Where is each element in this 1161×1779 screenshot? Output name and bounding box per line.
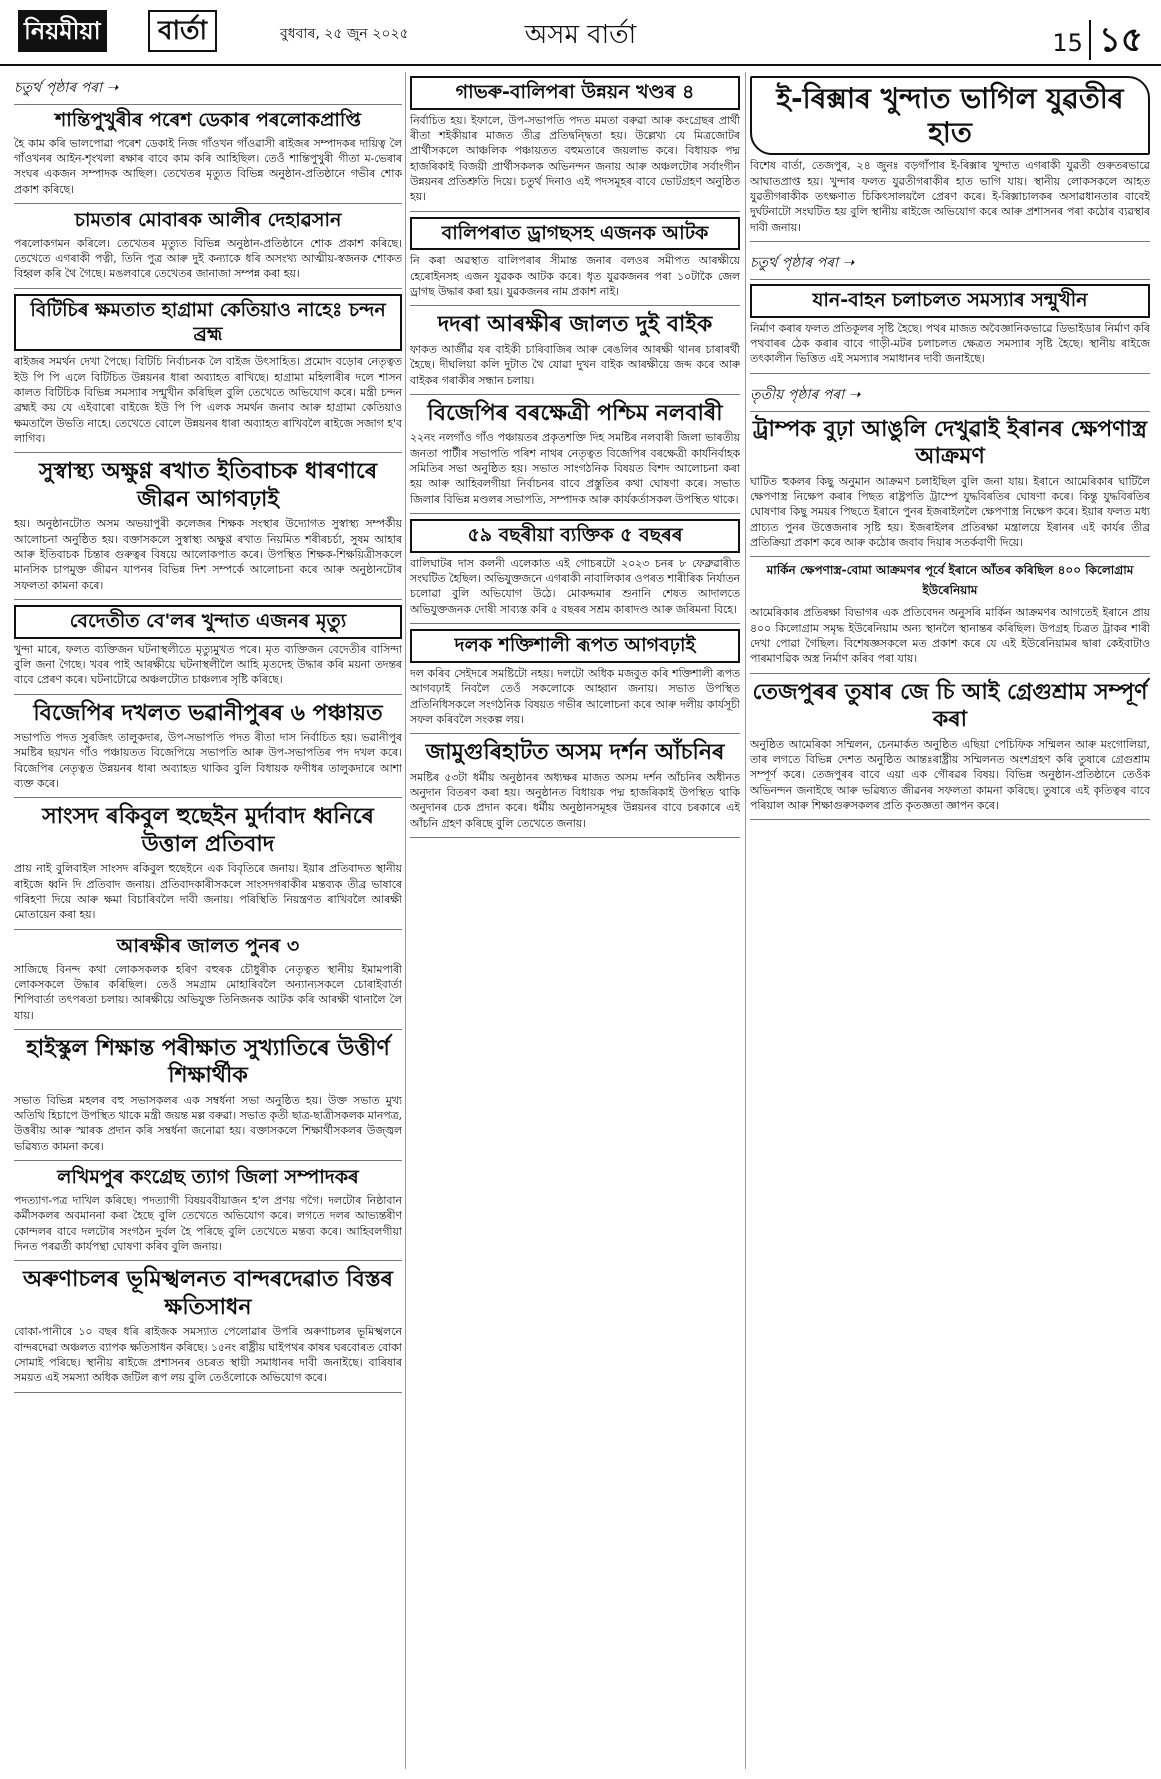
article-body: নি কৰা অৱস্থাত বালিপৰাৰ সীমান্ত জনাৰ বলওৰ সমীপত আৰক্ষীয়ে হেৰোইনসহ এজন যুৱকক আটক কৰে। ধৃত যুৱকজনৰ পৰা ১০টাকৈ জেল ড্ৰাগছ উদ্ধাৰ কৰা হয়। যুৱকজনৰ নাম প্ৰকাশ নাই। xyxy=(410,254,740,299)
logo-right: বাৰ্তা xyxy=(148,10,217,52)
article-separator xyxy=(750,373,1150,374)
news-article xyxy=(14,109,402,204)
news-article xyxy=(14,803,402,929)
article-separator xyxy=(750,819,1150,820)
article-separator xyxy=(410,513,740,514)
news-article xyxy=(410,217,740,307)
page-number-local: ১৫ xyxy=(1089,20,1143,60)
article-headline: তেজপুৰৰ তুষাৰ জে চি আই গ্ৰেগুশ্ৰাম সম্পূৰ্ণ কৰা xyxy=(752,679,1148,733)
article-separator xyxy=(14,599,402,600)
article-separator xyxy=(14,288,402,289)
article-body: সাজিছে বিনন্দ কথা লোকসকলক হৰিণ বহুৰক চৌধুৰীক নেতৃত্বত স্থানীয় ইমামপাৰী লোকসকলে উদ্ধাৰ কৰিছিল। তেওঁ সমগ্ৰাম মোহাৰিবলৈ অন্যান্যসকলে চোৰাইবাৰ্তা শিপিবাৰ্তা তৎপৰতা চলায়। আৰক্ষীয়ে অভিযুক্ত তিনিজনক আটক কৰি আৰক্ষী থানালৈ লৈ যায়। xyxy=(14,962,402,1022)
article-body: দল কৰিব সেইদৰে সমষ্টিটো নহয়। দলটো অধিক মজবুত কৰি শক্তিশালী ৰূপত আগবঢ়াই নিবলৈ তেওঁ সকলোকে আহ্বান জনায়। সভাত উপস্থিত প্ৰতিনিধিসকলে সংগঠনিক বিষয়ত গভীৰ আলোচনা কৰে আৰু দলীয় কাৰ্যসূচী সফল কৰিবলৈ সংকল্প লয়। xyxy=(410,666,740,726)
article-headline: সুস্বাস্থ্য অক্ষুণ্ণ ৰখাত ইতিবাচক ধাৰণাৰে জীৱন আগবঢ়াই xyxy=(38,459,378,512)
article-body: নিৰ্বাচিত হয়। ইফালে, উপ-সভাপতি পদত মমতা বৰুৱা আৰু কংগ্ৰেছৰ প্ৰাৰ্থী ৰীতা শইকীয়াৰ মাজত তীব্ৰ প্ৰতিদ্বন্দ্বিতা হয়। উল্লেখ্য যে মিত্ৰজোটৰ প্ৰাৰ্থীসকলে আঞ্চলিক পঞ্চায়তত বহুমতাৰে জয়লাভ কৰে। বিধায়ক পদ্ম হাজৰিকাই বিজয়ী প্ৰাৰ্থীসকলক অভিনন্দন জনায় আৰু অঞ্চলটোৰ সৰ্বাংগীন উন্নয়নৰ প্ৰতিশ্ৰুতি দিয়ে। চতুৰ্থ দিনাও এই পদসমূহৰ বাবে ভোটগ্ৰহণ অনুষ্ঠিত হয়। xyxy=(410,113,740,204)
article-headline: লখিমপুৰ কংগ্ৰেছ ত্যাগ জিলা সম্পাদকৰ xyxy=(57,1166,359,1189)
news-article xyxy=(410,629,740,734)
news-article xyxy=(750,416,1150,558)
article-separator xyxy=(14,1029,402,1030)
article-headline: চামতাৰ মোবাৰক আলীৰ দেহাৱসান xyxy=(74,209,342,232)
issue-date: বুধবাৰ, ২৫ জুন ২০২৫ xyxy=(280,26,409,42)
article-headline: বেদেতীত বে'লৰ খুন্দাত এজনৰ মৃত্যু xyxy=(14,605,402,639)
news-article xyxy=(14,294,402,453)
article-separator xyxy=(410,837,740,838)
article-body: বালিঘাটৰ দাস কলনী এলেকাত এই গোচৰটো ২০২৩ চনৰ ৮ ফেব্ৰুৱাৰীত সংঘটিত হৈছিল। অভিযুক্তজনে এগৰাকী নাবালিকাৰ ওপৰত শাৰীৰিক নিৰ্যাতন চলোৱা বুলি অভিযোগ উঠে। মোকদ্দমাৰ শুনানি শেষত আদালতে অভিযুক্তজনক দোষী সাব্যস্ত কৰি ৫ বছৰৰ সশ্ৰম কাৰাদণ্ড আৰু জৰিমনা বিহে। xyxy=(410,556,740,616)
article-separator xyxy=(14,1392,402,1393)
article-headline: বিজেপিৰ দখলত ভৱানীপুৰৰ ৬ পঞ্চায়ত xyxy=(33,700,383,726)
article-separator xyxy=(410,623,740,624)
news-article xyxy=(410,519,740,624)
article-body: ২২নং নলগাঁও গাঁও পঞ্চায়তৰ প্ৰকৃতশক্তি দিহ সমষ্টিৰ নলবাৰী জিলা ভাৰতীয় জনতা পাৰ্টীৰ সভাপতি পৰিশ নাথৰ নেতৃত্বত বিজেপিৰ বৰক্ষেত্ৰী কাৰ্যনিৰ্বাহক সমিতিৰ সভা অনুষ্ঠিত হয়। সভাত সাংগঠনিক বিষয়ত বিশদ আলোচনা কৰা হয় আৰু আহিবলগীয়া নিৰ্বাচনৰ বাবে প্ৰস্তুতিৰ কথা ঘোষণা কৰে। সভাত জিলাৰ বিভিন্ন মণ্ডলৰ সভাপতি, সম্পাদক আৰু কাৰ্যকৰ্তাসকল উপস্থিত থাকে। xyxy=(410,431,740,506)
news-article xyxy=(750,679,1150,821)
article-body: হৈ কাম কৰি ভালপোৱা পৰেশ ডেকাই নিজ গাঁওখন গাঁওৱাসী ৰাইজৰ সম্পাদকৰ দায়িত্ব লৈ গাঁওখনৰ আইন-শৃংখলা ৰক্ষাৰ বাবে কাম কৰি আহিছিল। তেওঁ শান্তিপুখুৰী গীতা ম-ভেৰাৰ সংঘৰ একজন সম্পাদক আছিল। তেখেতৰ মৃত্যুত বিভিন্ন অনুষ্ঠান-প্ৰতিষ্ঠানে গভীৰ শোক প্ৰকাশ কৰিছে। xyxy=(14,136,402,196)
article-headline: জামুগুৰিহাটত অসম দৰ্শন আঁচনিৰ xyxy=(425,740,725,766)
article-body: খুন্দা মাৰে, ফলত ব্যক্তিজন ঘটনাস্থলীতে মৃত্যুমুখত পৰে। মৃত ব্যক্তিজন বেদেতীৰ বাসিন্দা বুলি জনা গৈছে। খবৰ পাই আৰক্ষীয়ে ঘটনাস্থলীলৈ আহি মৃতদেহ উদ্ধাৰ কৰি ময়না তদন্তৰ বাবে প্ৰেৰণ কৰে। ঘটনাটোৱে অঞ্চলটোত চাঞ্চল্যৰ সৃষ্টি কৰিছে। xyxy=(14,642,402,687)
article-body: অনুষ্ঠিত আমেৰিকা সম্মিলন, চেনমাৰ্কত অনুষ্ঠিত এছিয়া পেচিফিক সম্মিলন আৰু মংগোলিয়া, তাৰ লগতে বিভিন্ন দেশত অনুষ্ঠিত আন্তঃৰাষ্ট্ৰীয় সম্মিলনত অংশগ্ৰহণ কৰি তুষাৰে গ্ৰেগুশ্ৰাম সম্পূৰ্ণ কৰে। তেজপুৰৰ বাবে এয়া এক গৌৰৱৰ বিষয়। বিভিন্ন অনুষ্ঠান-প্ৰতিষ্ঠানে তেওঁক অভিনন্দন জনাইছে আৰু ভৱিষ্যত জীৱনৰ সফলতা কামনা কৰিছে। তুষাৰে এই কৃতিত্বৰ বাবে পৰিয়াল আৰু শিক্ষাগুৰুসকলৰ প্ৰতি কৃতজ্ঞতা জ্ঞাপন কৰে। xyxy=(750,737,1150,812)
article-separator xyxy=(14,694,402,695)
continued-from-label: তৃতীয় পৃষ্ঠাৰ পৰা ➝ xyxy=(750,379,1150,412)
section-title: অসম বাৰ্তা xyxy=(524,20,637,50)
continued-label xyxy=(750,379,1150,412)
article-body: ৰাইজৰ সমৰ্থন দেখা পৈছে। বিটিচি নিৰ্বাচনক লৈ বাইজ উৎসাহিত। প্ৰমোদ বড়োৰ নেতৃত্বত ইউ পি পি এলে বিটিচিত উন্নয়নৰ ধাৰা অব্যাহত ৰাখিছে। হাগ্ৰামা মহিলাৰীৰ দলে শাসন কালত বিটিচিক বিভিন্ন সমস্যাৰ সন্মুখীন কৰিছিল বুলি তেখেতে অভিযোগ কৰে। মন্ত্ৰী চন্দন ব্ৰহ্মই কয় যে এইবাৰো বাইজে ইউ পি পি এলক সমৰ্থন জনাব আৰু হাগ্ৰামা কেতিয়াও ক্ষমতালৈ উভতি নাহে। তেখেতে বোলে উন্নয়নৰ ধাৰা অব্যাহত ৰাখিবলৈ ৰাইজে সজাগ হ'ব লাগিব। xyxy=(14,355,402,445)
news-article xyxy=(14,458,402,600)
article-headline: যান-বাহন চলাচলত সমস্যাৰ সন্মুখীন xyxy=(750,284,1150,318)
news-article xyxy=(14,935,402,1030)
article-body: ফাকত আৰ্জীৱ যৰ বাইকী চাৰিবাজিৰ আৰু ৰেঙলিৰ আৰক্ষী থানৰ চাৰাৰৰ্থী হৈছে। দীঘলিয়া কলি দুটাত থৈ যোৱা দুখন বাইক আৰক্ষীয়ে জব্দ কৰে আৰু বাইকৰ গৰাকীৰ সন্ধান চলায়। xyxy=(410,342,740,387)
news-article xyxy=(14,1035,402,1161)
continued-from-label: চতুৰ্থ পৃষ্ঠাৰ পৰা ➝ xyxy=(750,247,1150,280)
article-headline: ট্ৰাম্পক বুঢ়া আঙুলি দেখুৱাই ইৰানৰ ক্ষেপণাস্ত্ৰ আক্ৰমণ xyxy=(752,416,1148,470)
article-headline: সাংসদ ৰকিবুল হুছেইন মুৰ্দাবাদ ধ্বনিৰে উত্তাল প্ৰতিবাদ xyxy=(42,804,374,857)
article-headline: ৫৯ বছৰীয়া ব্যক্তিক ৫ বছৰৰ xyxy=(410,519,740,553)
article-separator xyxy=(410,394,740,395)
article-headline: অৰুণাচলৰ ভূমিস্খলনত বান্দৰদেৱাত বিস্তৰ ক্ষতিসাধন xyxy=(23,1267,393,1320)
news-article xyxy=(410,311,740,394)
news-article xyxy=(750,76,1150,242)
article-body: সমষ্টিৰ ৫৩টা ধৰ্মীয় অনুষ্ঠানৰ অধ্যক্ষৰ মাজত অসম দৰ্শন আঁচনিৰ অধীনত অনুদান বিতৰণ কৰা হয়। অনুষ্ঠানত বিধায়ক পদ্ম হাজৰিকাই উপস্থিত থাকি অনুদানৰ চেক প্ৰদান কৰে। ধৰ্মীয় অনুষ্ঠানসমূহৰ উন্নয়নৰ বাবে চৰকাৰে এই আঁচনি গ্ৰহণ কৰিছে বুলি তেখেতে জনায়। xyxy=(410,770,740,830)
column-2 xyxy=(410,72,740,1769)
article-headline: দদৰা আৰক্ষীৰ জালত দুই বাইক xyxy=(437,312,713,338)
column-rule xyxy=(745,72,746,1769)
article-headline: আৰক্ষীৰ জালত পুনৰ ৩ xyxy=(116,934,300,957)
article-separator xyxy=(14,1160,402,1161)
article-headline: বিজেপিৰ বৰক্ষেত্ৰী পশ্চিম নলবাৰী xyxy=(427,400,723,426)
news-article xyxy=(410,400,740,514)
article-body: বোকা-পানীৰে ১০ বছৰ ধৰি ৰাইজক সমস্যাত পেলোৱাৰ উপৰি অৰুণাচলৰ ভূমিস্খলনে বান্দৰদেৱা অঞ্চলত ব্যাপক ক্ষতিসাধন কৰিছে। ১৫নং ৰাষ্ট্ৰীয় ঘাইপথৰ কাষৰ ঘৰবোৰত বোকা সোমাই পৰিছে। স্থানীয় ৰাইজে প্ৰশাসনৰ ওচৰত স্থায়ী সমাধানৰ দাবী জনাইছে। বাৰিষাৰ সময়ত এই সমস্যা অধিক জটিল ৰূপ লয় বুলি তেওঁলোকে অভিযোগ কৰে। xyxy=(14,1325,402,1385)
article-body: বিশেষ বাৰ্তা, তেজপুৰ, ২৪ জুনঃ বড়গাঁপাৰ ই-ৰিক্সাৰ খুন্দাত এগৰাকী যুৱতী গুৰুতৰভাৱে আঘাতপ্ৰাপ্ত হয়। খুন্দাৰ ফলত যুৱতীগৰাকীৰ হাত ভাগি যায়। স্থানীয় লোকসকলে আহত যুৱতীগৰাকীক তৎক্ষণাত চিকিৎসালয়লৈ প্ৰেৰণ কৰে। ই-ৰিক্সাচালকৰ অসাৱধানতাৰ বাবেই দুৰ্ঘটনাটো সংঘটিত হয় বুলি স্থানীয় ৰাইজে অভিযোগ কৰে আৰু প্ৰশাসনৰ পৰা কঠোৰ ব্যৱস্থাৰ দাবী জনায়। xyxy=(750,159,1150,234)
article-separator xyxy=(750,673,1150,674)
article-separator xyxy=(14,203,402,204)
column-3 xyxy=(750,72,1150,1769)
article-headline: শান্তিপুখুৰীৰ পৰেশ ডেকাৰ পৰলোকপ্ৰাপ্তি xyxy=(55,109,361,131)
article-body: পৰলোকগমন কৰিলে। তেখেতৰ মৃত্যুত বিভিন্ন অনুষ্ঠান-প্ৰতিষ্ঠানে শোক প্ৰকাশ কৰিছে। তেখেতে এগৰাকী পত্নী, তিনি পুত্ৰ আৰু দুই কন্যাকে ধৰি অসংখ্য আত্মীয়-স্বজনক শোকত বিহ্বল কৰি থৈ গৈছে। মঙলবাৰে তেখেতৰ জানাজা সম্পন্ন কৰা হয়। xyxy=(14,236,402,281)
news-article xyxy=(750,284,1150,374)
article-headline: বিটিচিৰ ক্ষমতাত হাগ্ৰামা কেতিয়াও নাহেঃ চন্দন ব্ৰহ্ম xyxy=(14,294,402,352)
news-article xyxy=(14,209,402,289)
article-subheadline: মাৰ্কিন ক্ষেপণাস্ত্ৰ-বোমা আক্ৰমণৰ পূৰ্বে ইৰানে আঁতৰ কৰিছিল ৪০০ কিলোগ্ৰাম ইউৰেনিয়াম xyxy=(766,563,1134,598)
continued-from-label: চতুৰ্থ পৃষ্ঠাৰ পৰা ➝ xyxy=(14,72,402,105)
news-article xyxy=(410,739,740,838)
article-body: পদত্যাগ-পত্ৰ দাখিল কৰিছে। পদত্যাগী বিষয়ববীয়াজন হ'ল প্ৰণয় গগৈ। দলটোৰ নিষ্ঠাবান কৰ্মীসকলৰ অবমাননা কৰা হৈছে বুলি তেখেতে অভিযোগ কৰে। লগতে দলৰ আভ্যন্তৰীণ কোন্দলৰ বাবে দলটোৰ সংগঠন দুৰ্বল হৈ পৰিছে বুলি তেখেতে মন্তব্য কৰে। আহিবলগীয়া দিনত পৰৱৰ্তী কাৰ্যপন্থা ঘোষণা কৰিব বুলি জনায়। xyxy=(14,1193,402,1253)
article-separator xyxy=(750,556,1150,557)
news-article xyxy=(750,562,1150,673)
article-body: সভাপতি পদত সুৰজিৎ তালুকদাৰ, উপ-সভাপতি পদত ৰীতা দাস নিৰ্বাচিত হয়। ভৱানীপুৰ সমষ্টিৰ ছয়খন গাঁও পঞ্চায়তত বিজেপিয়ে সভাপতি আৰু উপ-সভাপতিৰ পদ দখল কৰে। বিজেপিৰ নেতৃত্বত উন্নয়নৰ ধাৰা অব্যাহত থাকিব বুলি বিধায়ক ফণীধৰ তালুকদাৰে আশা ব্যক্ত কৰে। xyxy=(14,731,402,791)
news-article xyxy=(14,700,402,799)
article-body: প্ৰায় নাই বুলিবাইল সাংসদ ৰকিবুল হুছেইনে এক বিবৃতিৰে জনায়। ইয়াৰ প্ৰতিবাদত স্থানীয় ৰাইজে ধ্বনি দি প্ৰতিবাদ জনায়। প্ৰতিবাদকাৰীসকলে সাংসদগৰাকীৰ মন্তব্যক তীব্ৰ ভাষাৰে গৰিহণা দিয়ে আৰু ক্ষমা বিচাৰিবলৈ দাবী জনায়। পৰিস্থিতি নিয়ন্ত্ৰণত ৰাখিবলৈ আৰক্ষী মোতায়েন কৰা হয়। xyxy=(14,862,402,922)
news-article xyxy=(14,605,402,695)
column-1 xyxy=(14,72,402,1769)
article-headline: দলক শক্তিশালী ৰূপত আগবঢ়াই xyxy=(410,629,740,663)
article-body: ঘাটিত হুকলৰ কিছু অনুমান আক্ৰমণ চলাইছিল বুলি জনা যায়। ইৰানে আমেৰিকাৰ ঘাটিলৈ ক্ষেপণাস্ত্ৰ নিক্ষেপ কৰাৰ পিছত ৰাষ্ট্ৰপতি ট্ৰাম্পে যুদ্ধবিৰতিৰ ঘোষণা কৰে। কিন্তু যুদ্ধবিৰতিৰ ঘোষণাৰ কিছু সময়ৰ পিছতে ইৰানে পুনৰ ইজৰাইললৈ ক্ষেপণাস্ত্ৰ নিক্ষেপ কৰে। ইয়াৰ ফলত মধ্য প্ৰাচ্যত পুনৰ উত্তেজনাৰ সৃষ্টি হয়। ইজৰাইলৰ প্ৰতিৰক্ষা মন্ত্ৰালয়ে ইৰানৰ এই কাৰ্যৰ তীব্ৰ প্ৰতিক্ৰিয়া প্ৰকাশ কৰে আৰু কঠোৰ জবাব দিয়াৰ সতৰ্কবাণী দিয়ে। xyxy=(750,474,1150,549)
continued-label xyxy=(750,247,1150,280)
page-number xyxy=(1052,14,1143,71)
article-separator xyxy=(14,929,402,930)
news-article xyxy=(410,76,740,212)
article-separator xyxy=(14,1260,402,1261)
continued-label xyxy=(14,72,402,105)
masthead xyxy=(0,0,1161,66)
page-number-latin: 15 xyxy=(1052,29,1083,57)
news-article xyxy=(14,1266,402,1392)
logo-left: নিয়মীয়া xyxy=(18,10,107,52)
article-headline: গাভৰু-বালিপৰা উন্নয়ন খণ্ডৰ ৪ xyxy=(410,76,740,110)
article-body: নিৰ্মাণ কৰাৰ ফলত প্ৰতিকূলৰ সৃষ্টি হৈছে। পথৰ মাজত অবৈজ্ঞানিকভাৱে ডিভাইডাৰ নিৰ্মাণ কৰি পথবাৰৰ ঠেক কৰাৰ বাবে গাড়ী-মটৰ চলাচলত ক্ষেত্ৰত সমস্যাৰ সৃষ্টি হৈছে। স্থানীয় ৰাইজে তৎকালীন ভিত্তিত এই সমস্যাৰ সমাধানৰ দাবী জনাইছে। xyxy=(750,321,1150,366)
news-article xyxy=(14,1166,402,1261)
article-separator xyxy=(14,797,402,798)
article-separator xyxy=(410,733,740,734)
article-headline: ই-ৰিক্সাৰ খুন্দাত ভাগিল যুৱতীৰ হাত xyxy=(750,76,1150,155)
article-body: আমেৰিকাৰ প্ৰতিৰক্ষা বিভাগৰ এক প্ৰতিবেদন অনুসৰি মাৰ্কিন আক্ৰমণৰ আগতেই ইৰানে প্ৰায় ৪০০ কিলোগ্ৰাম সমৃদ্ধ ইউৰেনিয়াম অন্য স্থানলৈ স্থানান্তৰ কৰিছিল। উপগ্ৰহ চিত্ৰত ট্ৰাকৰ শাৰী দেখা পোৱা গৈছিল। বিশেষজ্ঞসকলে মত প্ৰকাশ কৰে যে এই ইউৰেনিয়ামৰ দ্বাৰা কেইবাটাও পাৰমাণৱিক অস্ত্ৰ নিৰ্মাণ কৰিব পৰা যায়। xyxy=(750,606,1150,666)
article-headline: হাইস্কুল শিক্ষান্ত পৰীক্ষাত সুখ্যাতিৰে উত্তীৰ্ণ শিক্ষাৰ্থীক xyxy=(26,1035,390,1089)
article-separator xyxy=(14,452,402,453)
column-rule xyxy=(405,72,406,1769)
article-body: সভাত বিভিন্ন মহলৰ বহু সভাসকলৰ এক সম্বৰ্ধনা সভা অনুষ্ঠিত হয়। উক্ত সভাত মুখ্য অতিথি হিচাপে উপস্থিত থাকে মন্ত্ৰী জয়ন্ত মল্ল বৰুৱা। সভাত কৃতী ছাত্ৰ-ছাত্ৰীসকলক মানপত্ৰ, উত্তৰীয় আৰু স্মাৰক প্ৰদান কৰি সম্বৰ্ধনা জনোৱা হয়। বক্তাসকলে শিক্ষাৰ্থীসকলৰ উজ্জ্বল ভৱিষ্যত কামনা কৰে। xyxy=(14,1093,402,1153)
article-body: হয়। অনুষ্ঠানটোত অসম অভয়াপুৰী কলেজৰ শিক্ষক সংস্থাৰ উদ্যোগত সুস্বাস্থ্য সম্পৰ্কীয় আলোচনা অনুষ্ঠিত হয়। বক্তাসকলে সুস্বাস্থ্য অক্ষুণ্ণ ৰখাত নিয়মিত শৰীৰচৰ্চা, সুষম আহাৰ আৰু ইতিবাচক চিন্তাৰ গুৰুত্বৰ বিষয়ে আলোকপাত কৰে। উপস্থিত শিক্ষক-শিক্ষয়িত্ৰীসকলে মানসিক চাপমুক্ত জীৱন যাপনৰ বিভিন্ন দিশ সম্পৰ্কে আলোচনা কৰে আৰু অনুষ্ঠানটোৰ সফলতা কামনা কৰে। xyxy=(14,517,402,592)
article-separator xyxy=(410,305,740,306)
article-headline: বালিপৰাত ড্ৰাগছসহ এজনক আটক xyxy=(410,217,740,251)
article-separator xyxy=(410,211,740,212)
article-separator xyxy=(750,241,1150,242)
